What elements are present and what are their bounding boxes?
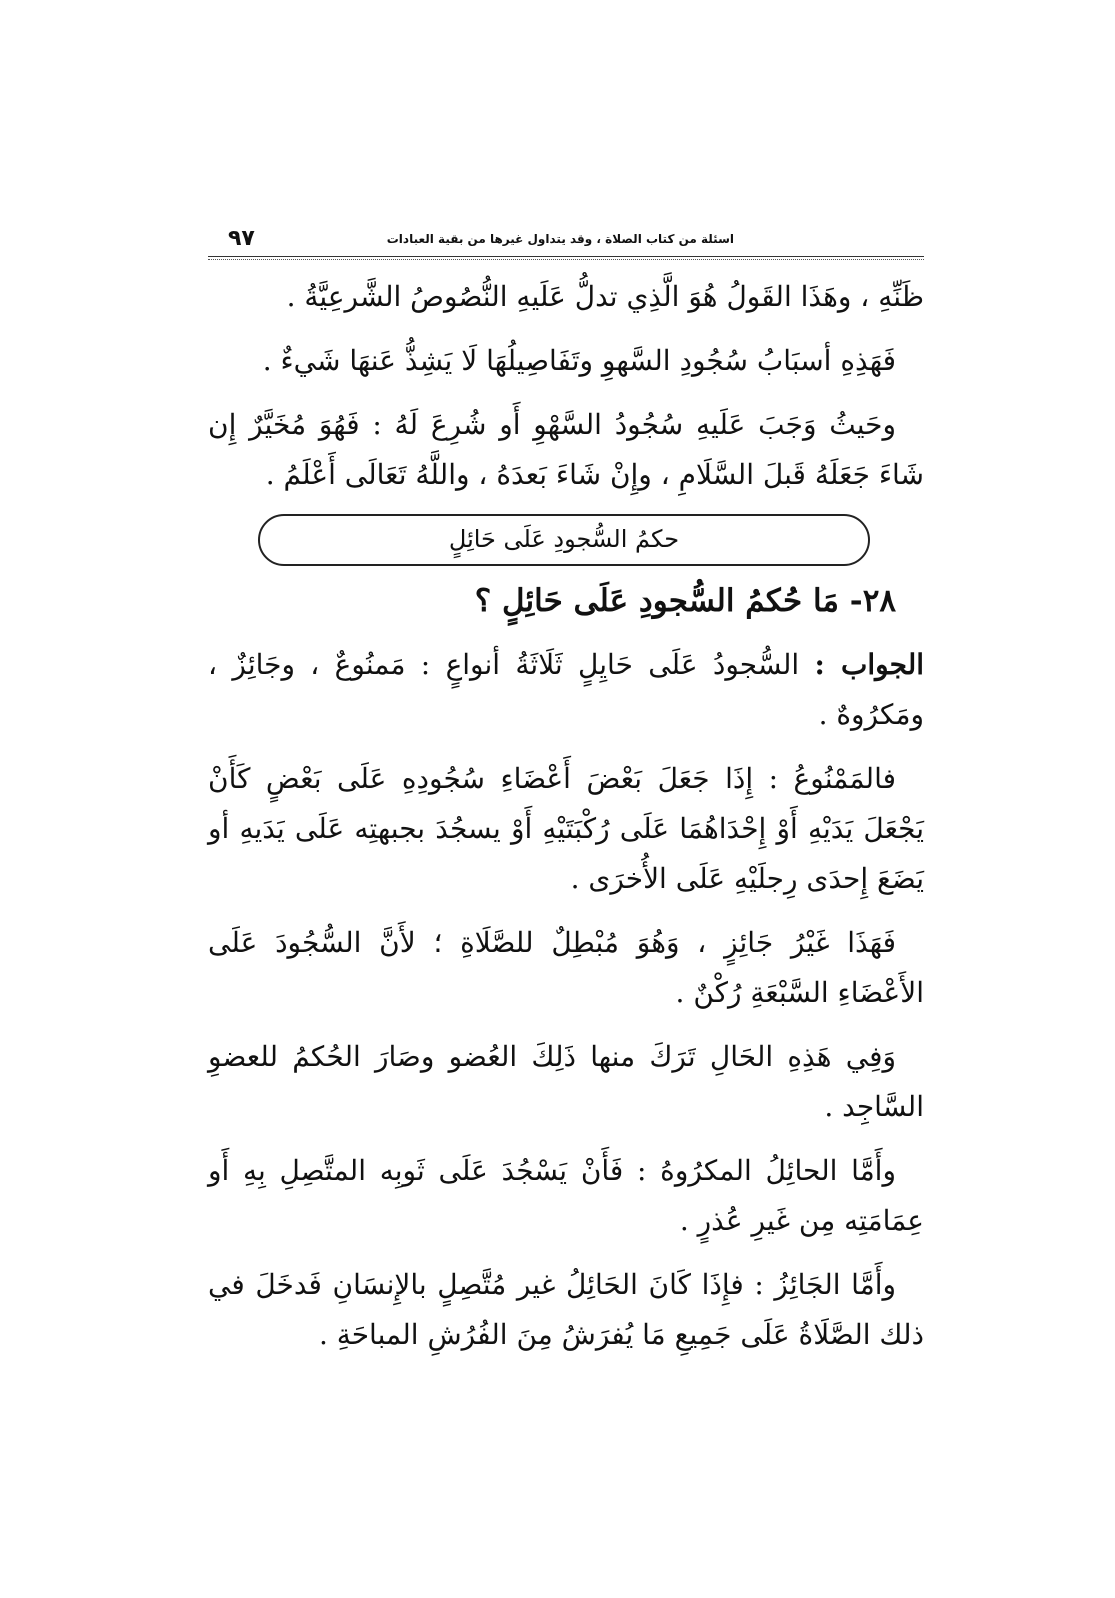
page-header (208, 226, 924, 252)
paragraph: وَفِي هَذِهِ الحَالِ تَرَكَ منها ذَلِكَ العُضو وصَارَ الحُكمُ للعضوِ السَّاجِد . (208, 1040, 924, 1123)
header-divider (208, 256, 924, 260)
answer-label: الجواب : (814, 648, 925, 681)
section-heading-box (258, 514, 870, 566)
answer-paragraph (208, 640, 924, 740)
question-heading: ٢٨- مَا حُكمُ السُّجودِ عَلَى حَائِلٍ ؟ (474, 583, 896, 619)
paragraph: ظَنِّهِ ، وهَذَا القَولُ هُوَ الَّذِي تدلُّ عَلَيهِ النُّصُوصُ الشَّرعِيَّةُ . (286, 280, 924, 313)
paragraph: فَهَذَا غَيْرُ جَائِزٍ ، وَهُوَ مُبْطِلٌ للصَّلَاةِ ؛ لأَنَّ السُّجُودَ عَلَى الأَعْضَاءِ السَّبْعَةِ رُكْنٌ . (208, 926, 924, 1009)
running-title: اسئلة من كتاب الصلاة ، وقد يتداول غيرها من بقية العبادات (386, 232, 734, 246)
page-body (208, 272, 924, 1374)
paragraph: فالمَمْنُوعُ : إِذَا جَعَلَ بَعْضَ أَعْضَاءِ سُجُودِهِ عَلَى بَعْضٍ كَأَنْ يَجْعَلَ يَدَيْهِ أَوْ إِحْدَاهُمَا عَلَى رُكْبَتَيْهِ أَوْ يسجُدَ بجبهتِه عَلَى يَدَيهِ أو يَضَعَ إِحدَى رِجلَيْهِ عَلَى الأُخرَى . (208, 762, 924, 895)
paragraph: وحَيثُ وَجَبَ عَلَيهِ سُجُودُ السَّهْوِ أَو شُرِعَ لَهُ : فَهُوَ مُخَيَّرٌ إِن شَاءَ جَعَلَهُ قَبلَ السَّلَامِ ، وإِنْ شَاءَ بَعدَهُ ، واللَّهُ تَعَالَى أَعْلَمُ . (208, 408, 924, 491)
section-heading: حكمُ السُّجودِ عَلَى حَائِلٍ (448, 525, 680, 553)
paragraph: فَهَذِهِ أسبَابُ سُجُودِ السَّهوِ وتَفَاصِيلُهَا لَا يَشِذُّ عَنهَا شَيءٌ . (262, 344, 896, 377)
answer-intro: السُّجودُ عَلَى حَايِلٍ ثَلَاثَةُ أنواعٍ : مَمنُوعٌ ، وجَائِزٌ ، ومَكرُوهٌ . (208, 648, 924, 731)
paragraph: وأَمَّا الحائِلُ المكرُوهُ : فَأَنْ يَسْجُدَ عَلَى ثَوبِه المتَّصِلِ بِهِ أَو عِمَامَتِه مِن غَيرِ عُذرٍ . (208, 1154, 924, 1237)
page-number: ٩٧ (228, 226, 255, 251)
paragraph: وأَمَّا الجَائِزُ : فإِذَا كَانَ الحَائِلُ غير مُتَّصِلٍ بالإِنسَانِ فَدخَلَ في ذلك الصَّلَاةُ عَلَى جَمِيعِ مَا يُفرَشُ مِنَ الفُرُشِ المباحَةِ . (208, 1268, 924, 1351)
